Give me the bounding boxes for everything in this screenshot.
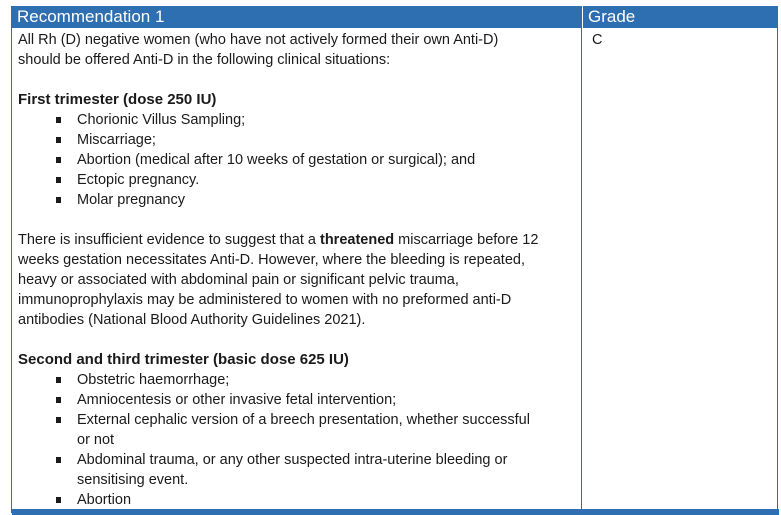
paragraph-line: immunoprophylaxis may be administered to women with no preformed anti-D [18,292,512,308]
first-trimester-heading: First trimester (dose 250 IU) [18,91,217,108]
paragraph-text: miscarriage before 12 [394,232,539,248]
grade-header: Grade [582,6,778,28]
paragraph-line: weeks gestation necessitates Anti-D. However, where the bleeding is repeated, [18,252,525,268]
list-item: Amniocentesis or other invasive fetal intervention; [18,390,576,410]
paragraph-line: antibodies (National Blood Authority Guidelines 2021). [18,312,366,328]
list-item-continuation: or not [77,432,115,448]
recommendation-header: Recommendation 1 [12,6,582,28]
paragraph-text: There is insufficient evidence to suggest that a [18,232,320,248]
grade-value: C [592,32,603,48]
list-item: Miscarriage; [18,130,576,150]
list-item: Abortion [18,490,576,510]
list-item-continuation: sensitising event. [77,472,189,488]
list-item: Abortion (medical after 10 weeks of gestation or surgical); and [18,150,576,170]
list-item: External cephalic version of a breech presentation, whether successful [18,410,576,430]
recommendation-body [18,30,576,510]
list-item: Ectopic pregnancy. [18,170,576,190]
list-item: Obstetric haemorrhage; [18,370,576,390]
second-third-trimester-heading: Second and third trimester (basic dose 625 IU) [18,351,349,368]
column-divider [581,28,582,509]
intro-line: All Rh (D) negative women (who have not actively formed their own Anti-D) [18,32,499,48]
recommendation-table [11,6,778,513]
second-third-trimester-list [18,370,576,510]
list-item: Molar pregnancy [18,190,576,210]
paragraph-line: heavy or associated with abdominal pain or significant pelvic trauma, [18,272,459,288]
emphasis-threatened: threatened [320,232,395,248]
list-item: Abdominal trauma, or any other suspected intra-uterine bleeding or [18,450,576,470]
intro-line: should be offered Anti-D in the following clinical situations: [18,52,391,68]
list-item: Chorionic Villus Sampling; [18,110,576,130]
first-trimester-list [18,110,576,210]
threatened-paragraph [18,230,576,250]
